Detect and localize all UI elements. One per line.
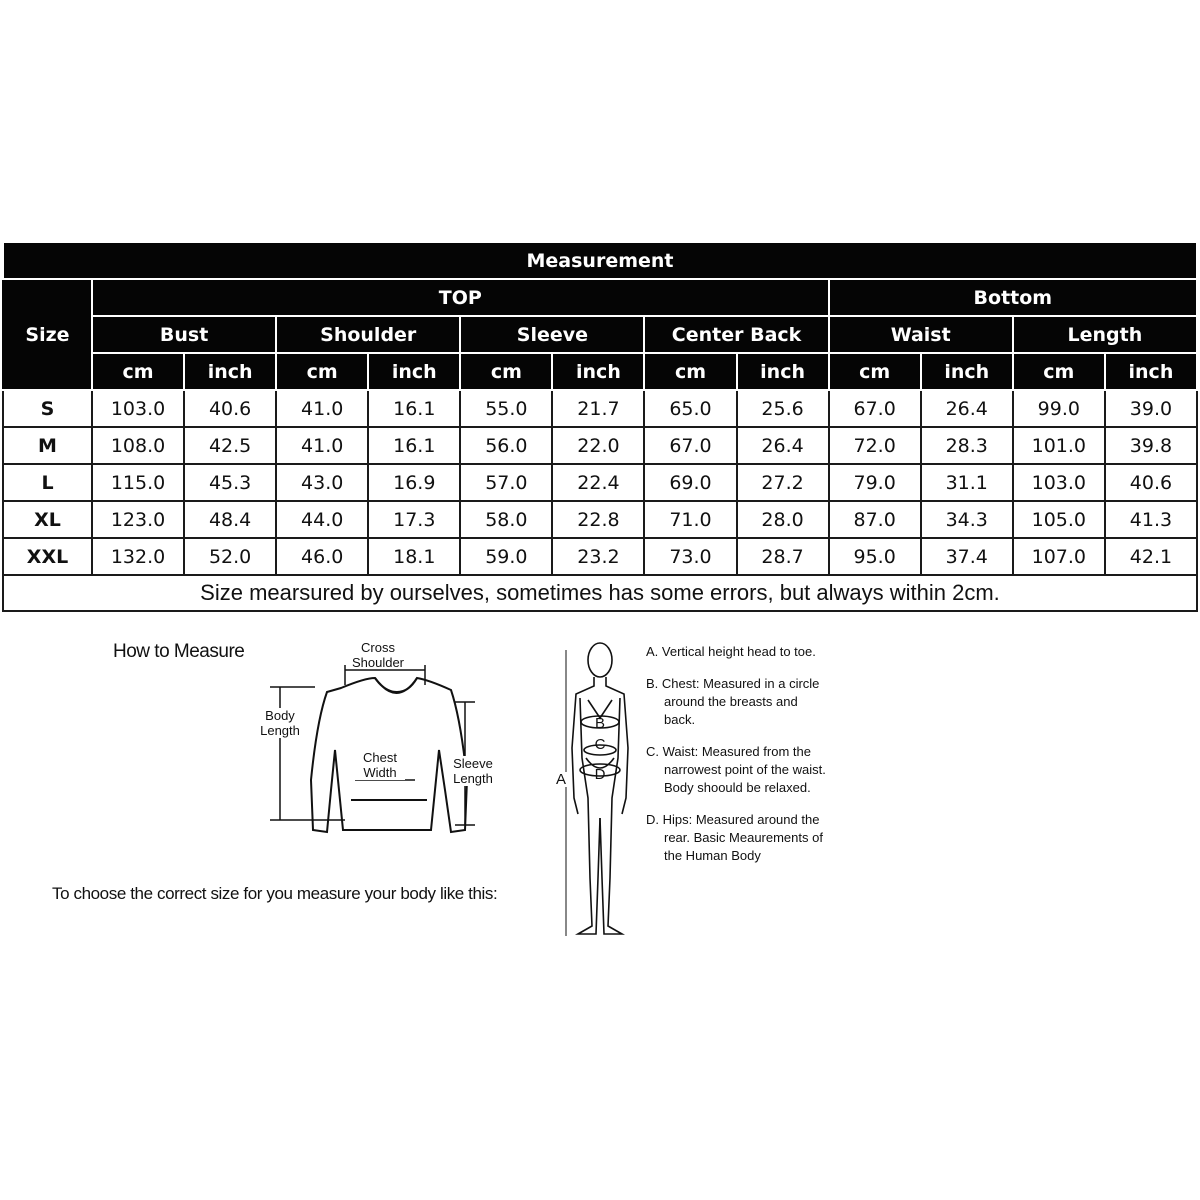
units-row (3, 353, 1197, 390)
unit-header: cm (829, 353, 921, 390)
value-cell: 72.0 (829, 427, 921, 464)
value-cell: 40.6 (1105, 464, 1197, 501)
unit-header: inch (737, 353, 829, 390)
size-chart-table (2, 241, 1198, 612)
value-cell: 107.0 (1013, 538, 1105, 575)
label-body-length: Body Length (255, 708, 305, 738)
value-cell: 18.1 (368, 538, 460, 575)
body-illustration (552, 638, 642, 943)
size-cell: XL (3, 501, 92, 538)
value-cell: 52.0 (184, 538, 276, 575)
value-cell: 46.0 (276, 538, 368, 575)
table-row (3, 427, 1197, 464)
value-cell: 67.0 (644, 427, 736, 464)
value-cell: 16.1 (368, 390, 460, 427)
value-cell: 95.0 (829, 538, 921, 575)
value-cell: 59.0 (460, 538, 552, 575)
unit-header: inch (921, 353, 1013, 390)
size-header: Size (3, 279, 92, 390)
size-cell: L (3, 464, 92, 501)
size-cell: XXL (3, 538, 92, 575)
value-cell: 41.3 (1105, 501, 1197, 538)
value-cell: 115.0 (92, 464, 184, 501)
value-cell: 108.0 (92, 427, 184, 464)
unit-header: inch (1105, 353, 1197, 390)
unit-header: cm (92, 353, 184, 390)
value-cell: 57.0 (460, 464, 552, 501)
unit-header: inch (184, 353, 276, 390)
measure-header-sleeve: Sleeve (460, 316, 644, 353)
note-c: C. Waist: Measured from the narrowest point of the waist. Body shoould be relaxed. (646, 744, 826, 795)
value-cell: 22.8 (552, 501, 644, 538)
value-cell: 43.0 (276, 464, 368, 501)
value-cell: 28.7 (737, 538, 829, 575)
choose-size-text: To choose the correct size for you measure your body like this: (52, 884, 498, 903)
value-cell: 22.4 (552, 464, 644, 501)
value-cell: 34.3 (921, 501, 1013, 538)
group-bottom-header: Bottom (829, 279, 1197, 316)
value-cell: 23.2 (552, 538, 644, 575)
table-note: Size mearsured by ourselves, sometimes has some errors, but always within 2cm. (3, 575, 1197, 611)
value-cell: 101.0 (1013, 427, 1105, 464)
body-letter-c: C (594, 736, 606, 753)
unit-header: cm (276, 353, 368, 390)
body-letter-d: D (594, 766, 606, 783)
value-cell: 41.0 (276, 427, 368, 464)
value-cell: 25.6 (737, 390, 829, 427)
value-cell: 40.6 (184, 390, 276, 427)
note-d: D. Hips: Measured around the rear. Basic Meaurements of the Human Body (646, 812, 823, 863)
how-to-measure-title: How to Measure (113, 641, 245, 662)
value-cell: 132.0 (92, 538, 184, 575)
unit-header: inch (552, 353, 644, 390)
unit-header: cm (1013, 353, 1105, 390)
value-cell: 73.0 (644, 538, 736, 575)
measure-header-bust: Bust (92, 316, 276, 353)
value-cell: 99.0 (1013, 390, 1105, 427)
value-cell: 103.0 (92, 390, 184, 427)
value-cell: 87.0 (829, 501, 921, 538)
value-cell: 56.0 (460, 427, 552, 464)
body-letter-a: A (555, 771, 566, 788)
value-cell: 123.0 (92, 501, 184, 538)
value-cell: 28.3 (921, 427, 1013, 464)
value-cell: 39.0 (1105, 390, 1197, 427)
value-cell: 55.0 (460, 390, 552, 427)
value-cell: 37.4 (921, 538, 1013, 575)
unit-header: cm (644, 353, 736, 390)
value-cell: 16.1 (368, 427, 460, 464)
value-cell: 71.0 (644, 501, 736, 538)
unit-header: cm (460, 353, 552, 390)
value-cell: 67.0 (829, 390, 921, 427)
value-cell: 48.4 (184, 501, 276, 538)
value-cell: 42.1 (1105, 538, 1197, 575)
value-cell: 17.3 (368, 501, 460, 538)
label-sleeve-length: Sleeve Length (447, 756, 499, 786)
table-row (3, 464, 1197, 501)
value-cell: 45.3 (184, 464, 276, 501)
body-letter-b: B (594, 715, 605, 732)
unit-header: inch (368, 353, 460, 390)
size-cell: S (3, 390, 92, 427)
value-cell: 41.0 (276, 390, 368, 427)
table-row (3, 501, 1197, 538)
note-a: A. Vertical height head to toe. (646, 644, 816, 659)
value-cell: 31.1 (921, 464, 1013, 501)
value-cell: 21.7 (552, 390, 644, 427)
value-cell: 42.5 (184, 427, 276, 464)
value-cell: 26.4 (921, 390, 1013, 427)
group-top-header: TOP (92, 279, 829, 316)
value-cell: 79.0 (829, 464, 921, 501)
value-cell: 27.2 (737, 464, 829, 501)
table-row (3, 390, 1197, 427)
note-b: B. Chest: Measured in a circle around the breasts and back. (646, 676, 820, 727)
measure-header-waist: Waist (829, 316, 1013, 353)
value-cell: 44.0 (276, 501, 368, 538)
value-cell: 26.4 (737, 427, 829, 464)
value-cell: 39.8 (1105, 427, 1197, 464)
value-cell: 22.0 (552, 427, 644, 464)
value-cell: 28.0 (737, 501, 829, 538)
label-cross-shoulder: Cross Shoulder (351, 640, 405, 670)
value-cell: 103.0 (1013, 464, 1105, 501)
value-cell: 69.0 (644, 464, 736, 501)
table-row (3, 538, 1197, 575)
measure-header-center-back: Center Back (644, 316, 828, 353)
value-cell: 16.9 (368, 464, 460, 501)
value-cell: 105.0 (1013, 501, 1105, 538)
size-cell: M (3, 427, 92, 464)
measure-notes (646, 643, 826, 879)
table-title: Measurement (3, 242, 1197, 279)
measure-header-shoulder: Shoulder (276, 316, 460, 353)
label-chest-width: Chest Width (355, 750, 405, 780)
value-cell: 65.0 (644, 390, 736, 427)
value-cell: 58.0 (460, 501, 552, 538)
measure-header-length: Length (1013, 316, 1197, 353)
sweater-illustration (255, 640, 515, 840)
